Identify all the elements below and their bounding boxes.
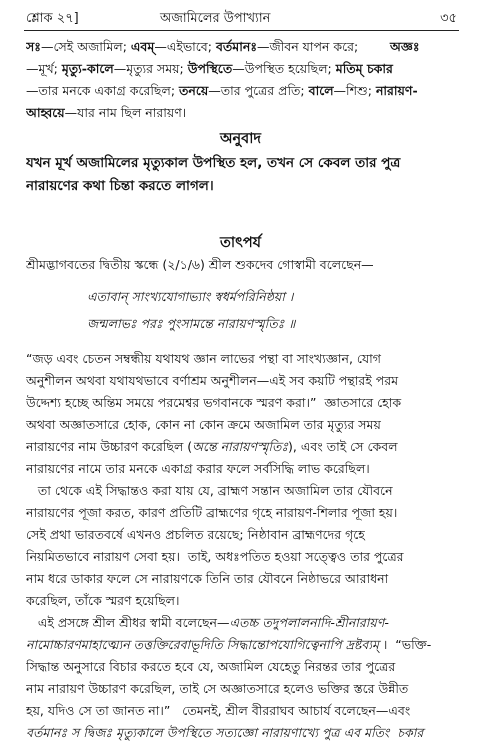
purport-intro: শ্রীমদ্ভাগবতের দ্বিতীয় স্কন্ধে (২/১/৬) শ্রীল শুকদেব গোস্বামী বলেছেন— [26,257,374,272]
purport-line [26,502,456,524]
purport-line [26,546,456,568]
purport-line [26,568,456,590]
purport-line [26,590,456,612]
purport-line [26,524,456,546]
synonym-segment: নারায়ণ- [375,83,418,98]
purport-segment: অথবা অজ্ঞাতসারে হোক, কোন না কোন ক্রমে অজামিল তার মৃত্যুর সময় [26,417,381,432]
synonym-segment: মতিম্ চকার [335,61,393,76]
purport-segment: তা থেকে এই সিদ্ধান্তও করা যায় যে, ব্রাহ্মণ সন্তান অজামিল তার যৌবনে [26,483,393,498]
synonym-segment: —এইভাবে; [154,39,216,54]
synonym-segment: বর্তমানঃ [215,39,257,54]
purport-segment: অনুশীলন অথবা যথাযথভাবে বর্ণাশ্রম অনুশীলন—এই সব কয়টি পন্থারই পরম [26,373,399,388]
purport-line [26,436,456,458]
synonym-segment: —উপস্থিত হয়েছিল; [232,61,336,76]
synonym-segment: আহ্বয়ে [26,105,65,120]
page-number: ৩৫ [440,11,457,26]
synonym-segment: —শিশু; [333,83,376,98]
purport-line [26,392,456,414]
synonym-segment: সঃ [26,39,41,54]
purport-segment: এই প্রসঙ্গে শ্রীল শ্রীধর স্বামী বলেছেন— [26,615,230,630]
synonym-line [26,80,456,102]
purport-segment: সিদ্ধান্ত অনুসারে বিচার করতে হবে যে, অজামিল যেহেতু নিরন্তর তার পুত্রের [26,659,396,674]
purport-segment: নাম নারায়ণ উচ্চারণ করেছিল, তাই সে অজ্ঞাতসারে হলেও ভক্তির স্তরে উন্নীত [26,681,409,696]
translation-heading: অনুবাদ [219,131,262,147]
purport-line [26,348,456,370]
synonym-segment: —মৃত্যুর সময়; [113,61,188,76]
purport-intro-block [26,254,456,276]
synonym-segment: —তার মনকে একাগ্র করেছিল; [26,83,180,98]
purport-heading: তাৎপর্য [219,235,262,251]
synonyms-section [26,36,456,124]
purport-segment: “জড় এবং চেতন সম্বন্ধীয় যথাযথ জ্ঞান লাভের পন্থা বা সাংখ্যজ্ঞান, যোগ [26,351,381,366]
synonym-segment: মৃত্যু-কালে [61,61,114,76]
purport-body [26,348,456,744]
synonym-segment: —জীবন যাপন করে; [256,39,391,54]
synonym-segment: —সেই অজামিল; [40,39,131,54]
synonym-segment: উপস্থিতে [187,61,233,76]
purport-segment: নাম ধরে ডাকার ফলে সে নারায়ণকে তিনি তার যৌবনে নিষ্ঠাভরে আরাধনা [26,571,389,586]
synonym-line [26,102,456,124]
sanskrit-verse-line: এতাবান্ সাংখ্যযোগাভ্যাং স্বধর্মপরিনিষ্ঠয়া । [87,289,294,304]
purport-segment: । “ভক্তি- [378,637,432,652]
translation-line: নারায়ণের কথা চিন্তা করতে লাগল। [26,178,214,194]
purport-line [26,678,456,700]
purport-segment: নামোচ্চারণমাহাত্ম্যেন তত্তক্তিরেবাভূদিতি সিদ্ধান্তোপযোগিত্বেনাপি দ্রষ্টব্যম্ [26,637,379,652]
verse-reference: শ্লোক ২৭] [26,11,79,26]
synonym-segment: এবম্ [130,39,155,54]
purport-segment: নারায়ণের পূজা করত, কারণ প্রতিটি ব্রাহ্মণের গৃহে নারায়ণ-শিলার পূজা হয়। [26,505,398,520]
purport-segment: নারায়ণের নাম উচ্চারণ করেছিল ( [26,439,193,454]
synonym-segment: বালে [308,83,334,98]
purport-segment: নারায়ণের নামে তার মনকে একাগ্র করার ফলে সর্বসিদ্ধি লাভ করেছিল। [26,461,370,476]
synonym-line [26,58,456,80]
synonym-segment: —যার নাম ছিল নারায়ণ। [64,105,187,120]
synonym-segment: তনয়ে [179,83,209,98]
purport-line [26,612,456,634]
synonym-segment: —মূর্খ; [26,61,62,76]
purport-line [26,458,456,480]
purport-segment: নিয়মিতভাবে নারায়ণ সেবা হয়। তাই, অধঃপতিত হওয়া সত্ত্বেও তার পুত্রের [26,549,404,564]
purport-line [26,414,456,436]
purport-segment: ), এবং তাই সে কেবল [288,439,398,454]
purport-segment: উদ্দেশ্য হচ্ছে অন্তিম সময়ে পরমেশ্বর ভগবানকে স্মরণ করা।” জ্ঞাতসারে হোক [26,395,402,410]
translation-line: যখন মূর্খ অজামিলের মৃত্যুকাল উপস্থিত হল, তখন সে কেবল তার পুত্র [26,155,401,171]
sanskrit-verse-line: জন্মলাভঃ পরঃ পুংসামন্তে নারায়ণস্মৃতিঃ ॥ [87,316,296,331]
purport-segment: বর্তমানঃ স দ্বিজঃ মৃত্যুকালে উপস্থিতে সত্যজ্ঞো নারায়ণাখ্যে পুত্র এব মতিং চকার [26,725,424,740]
purport-line [26,634,456,656]
purport-segment: সেই প্রথা ভারতবর্ষে এখনও প্রচলিত রয়েছে; নিষ্ঠাবান ব্রাহ্মণদের গৃহে [26,527,365,542]
purport-line [26,370,456,392]
purport-line [26,480,456,502]
purport-segment: অন্তে নারায়ণস্মৃতিঃ [192,439,289,454]
purport-segment: এতচ্চ তদুপলালনাদি-শ্রীনারায়ণ- [229,615,389,630]
synonym-segment: অজ্ঞঃ [390,39,420,54]
synonym-line [26,36,456,58]
purport-line [26,722,456,744]
purport-segment: করেছিল, তাঁকে স্মরণ হয়েছিল। [26,593,180,608]
header-rule [24,30,459,31]
purport-line [26,656,456,678]
translation-section [26,152,456,198]
chapter-title: অজামিলের উপাখ্যান [160,11,271,26]
synonym-segment: —তার পুত্রের প্রতি; [208,83,309,98]
purport-segment: হয়, যদিও সে তা জানত না।” তেমনই, শ্রীল বীররাঘব আচার্য বলেছেন—এবং [26,703,411,718]
